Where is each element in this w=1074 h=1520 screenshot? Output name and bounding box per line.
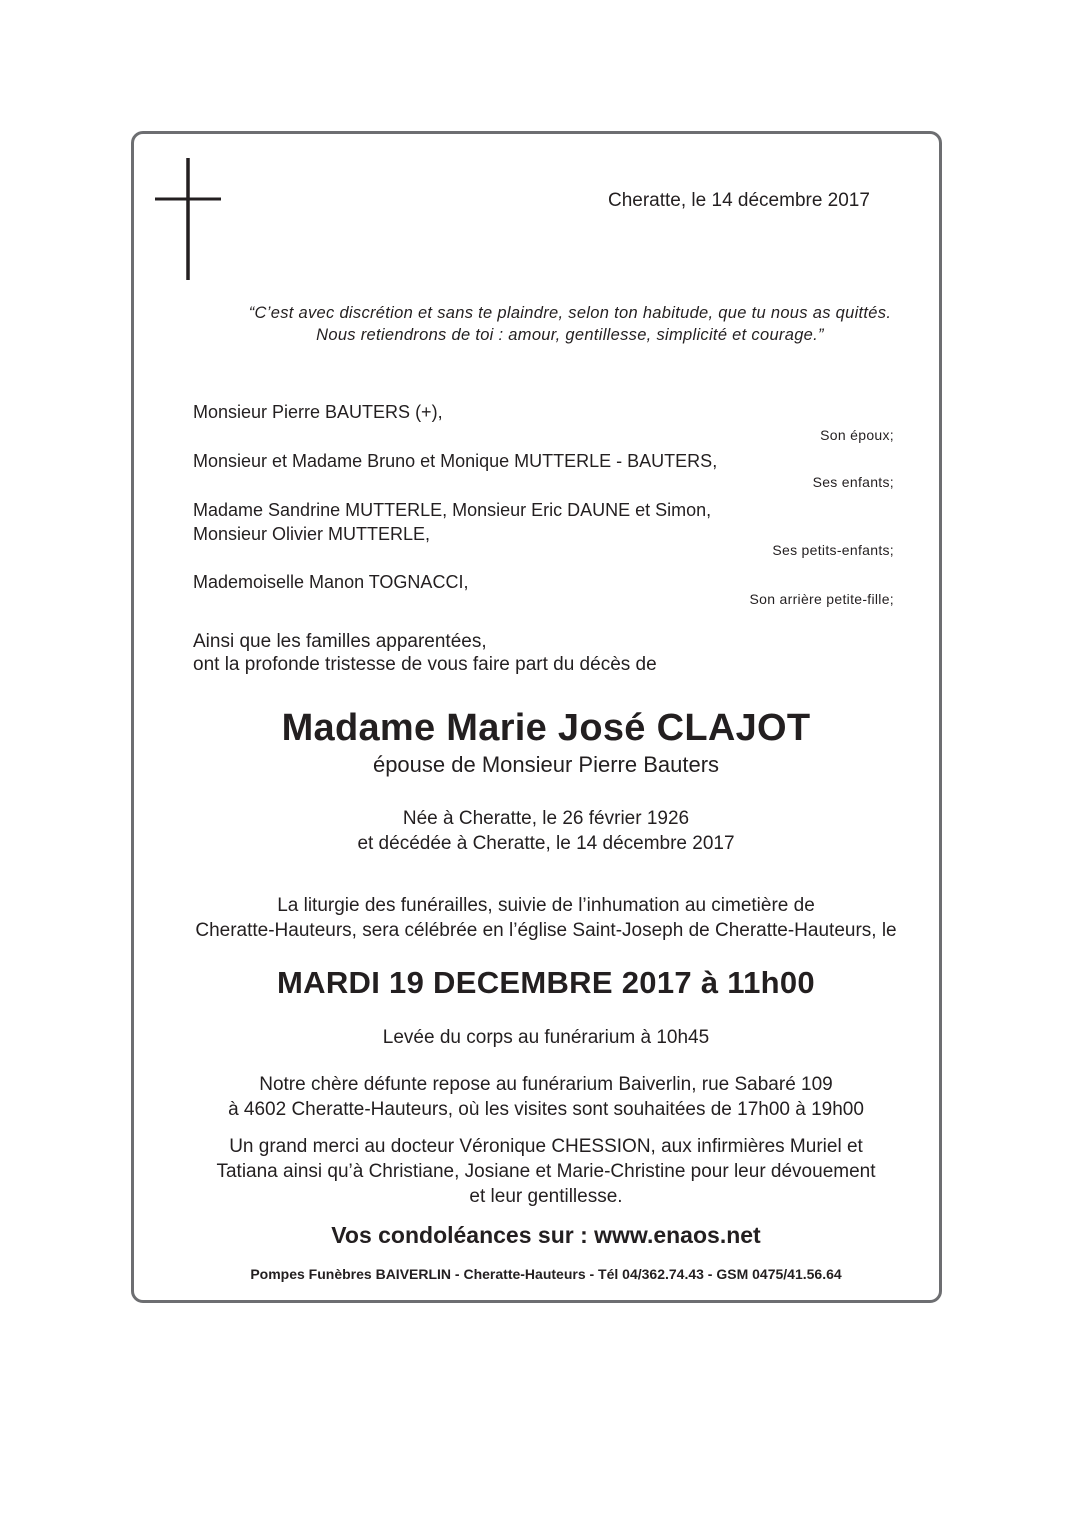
family-member-children: Monsieur et Madame Bruno et Monique MUTTERLE - BAUTERS, <box>193 451 718 471</box>
repose-line-2: à 4602 Cheratte-Hauteurs, où les visites sont souhaitées de 17h00 à 19h00 <box>228 1099 864 1120</box>
liturgy-announcement <box>131 893 961 943</box>
family-member-grandchildren-1: Madame Sandrine MUTTERLE, Monsieur Eric DAUNE et Simon, <box>193 500 712 520</box>
repose-line-1: Notre chère défunte repose au funérarium Baiverlin, rue Sabaré 109 <box>259 1074 833 1095</box>
levee-du-corps: Levée du corps au funérarium à 10h45 <box>382 1027 710 1048</box>
thanks-line-2: Tatiana ainsi qu’à Christiane, Josiane et Marie-Christine pour leur dévouement <box>216 1161 876 1182</box>
cross-icon <box>155 158 221 280</box>
family-member-spouse: Monsieur Pierre BAUTERS (+), <box>193 402 443 422</box>
family-role-spouse: Son époux; <box>820 427 894 443</box>
funeral-home-footer: Pompes Funèbres BAIVERLIN - Cheratte-Hauteurs - Tél 04/362.74.43 - GSM 0475/41.56.64 <box>250 1266 842 1282</box>
thanks-message <box>131 1134 961 1209</box>
thanks-line-1: Un grand merci au docteur Véronique CHESSION, aux infirmières Muriel et <box>229 1136 863 1157</box>
condolences-link[interactable]: Vos condoléances sur : www.enaos.net <box>331 1222 761 1248</box>
life-dates <box>131 806 961 856</box>
announcement-intro <box>193 630 657 676</box>
memorial-quote <box>200 302 940 346</box>
family-member-great-granddaughter: Mademoiselle Manon TOGNACCI, <box>193 572 469 592</box>
notice-date: Cheratte, le 14 décembre 2017 <box>608 190 870 211</box>
death-line: et décédée à Cheratte, le 14 décembre 2017 <box>357 833 735 854</box>
family-role-great-granddaughter: Son arrière petite-fille; <box>749 591 894 607</box>
intro-line-1: Ainsi que les familles apparentées, <box>193 631 487 652</box>
intro-line-2: ont la profonde tristesse de vous faire part du décès de <box>193 654 657 675</box>
ceremony-datetime: MARDI 19 DECEMBRE 2017 à 11h00 <box>277 965 815 1000</box>
liturgy-line-1: La liturgie des funérailles, suivie de l’inhumation au cimetière de <box>277 895 815 916</box>
deceased-spouse: épouse de Monsieur Pierre Bauters <box>372 752 720 777</box>
liturgy-line-2: Cheratte-Hauteurs, sera célébrée en l’église Saint-Joseph de Cheratte-Hauteurs, le <box>195 920 897 941</box>
quote-line-1: “C’est avec discrétion et sans te plaindre, selon ton habitude, que tu nous as quittés. <box>248 304 892 322</box>
family-role-grandchildren: Ses petits-enfants; <box>772 542 894 558</box>
birth-line: Née à Cheratte, le 26 février 1926 <box>402 808 690 829</box>
family-role-children: Ses enfants; <box>812 474 894 490</box>
thanks-line-3: et leur gentillesse. <box>469 1186 623 1207</box>
deceased-name: Madame Marie José CLAJOT <box>281 707 811 749</box>
quote-line-2: Nous retiendrons de toi : amour, gentillesse, simplicité et courage.” <box>316 326 824 344</box>
family-member-grandchildren-2: Monsieur Olivier MUTTERLE, <box>193 524 431 544</box>
funerarium-visit-info <box>131 1072 961 1122</box>
